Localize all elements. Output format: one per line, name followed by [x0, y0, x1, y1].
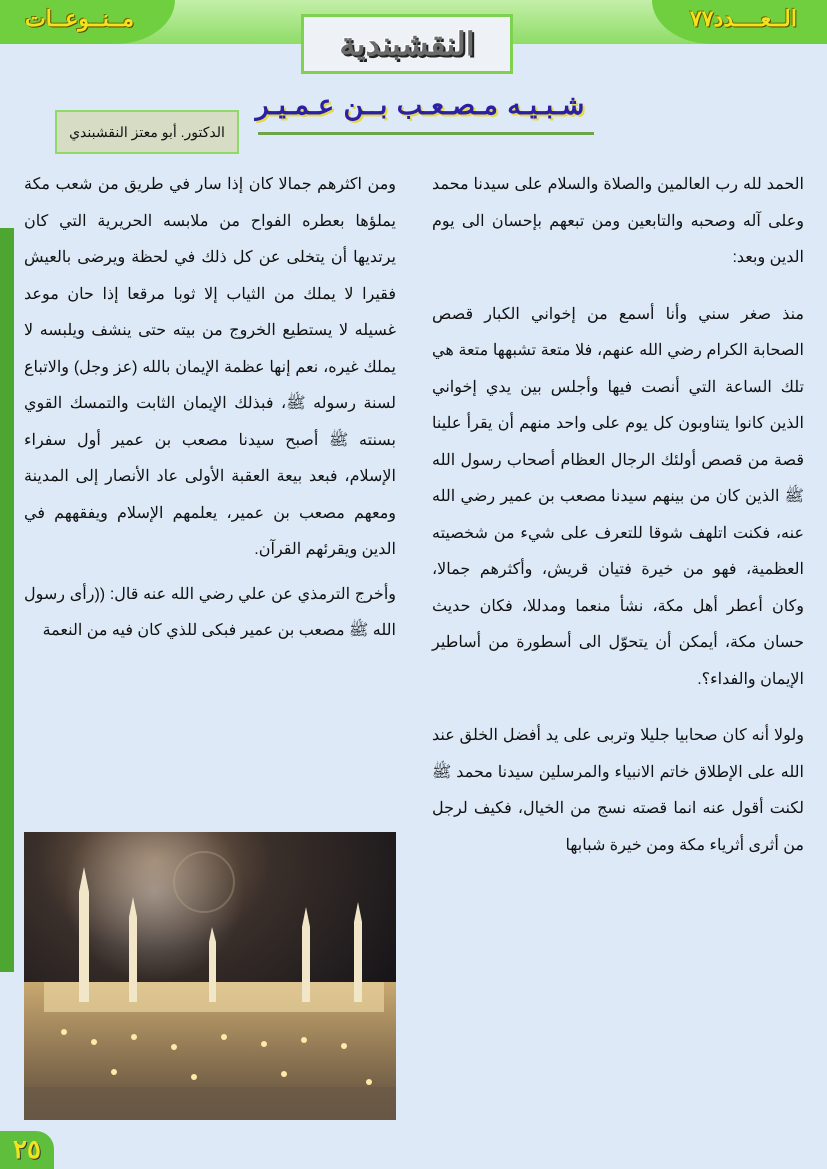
side-accent-bar — [0, 228, 14, 972]
author-box — [55, 110, 239, 154]
mosque-illustration — [24, 832, 396, 1120]
masthead-logo — [301, 14, 513, 74]
paragraph: ولولا أنه كان صحابيا جليلا وتربى على يد أفضل الخلق عند الله على الإطلاق خاتم الانبياء والمرسلين سيدنا محمد ﷺ لكنت أقول عنه انما قصته نسج من الخيال، فكيف لرجل من أثرى أثرياء مكة ومن خيرة شبابها — [432, 727, 804, 854]
paragraph: الحمد لله رب العالمين والصلاة والسلام على سيدنا محمد وعلى آله وصحبه والتابعين ومن تبعهم بإحسان الى يوم الدين وبعد: — [432, 176, 804, 266]
section-tab — [0, 0, 175, 44]
article-title: شـبـيـه مـصـعـب بــن عـمـيـر — [255, 90, 585, 121]
masthead-title: النقشبندية — [339, 25, 475, 63]
article-column-left — [24, 167, 396, 650]
paragraph: وأخرج الترمذي عن علي رضي الله عنه قال: ((رأى رسول الله ﷺ مصعب بن عمير فبكى للذي كان فيه من النعمة — [24, 585, 396, 639]
issue-number: الــعــــدد٧٧ — [689, 6, 797, 32]
issue-tab — [652, 0, 827, 44]
mosque-night-photo — [24, 832, 396, 1120]
section-name: مــنــوعــات — [25, 6, 135, 32]
title-underline — [258, 132, 594, 135]
page-number: ٢٥ — [0, 1131, 54, 1169]
paragraph: ومن اكثرهم جمالا كان إذا سار في طريق من شعب مكة يملؤها بعطره الفواح من ملابسه الحريرية التي كان يرتديها أن يتخلى عن كل ذلك في لحظة ويرضى بالعيش فقيرا لا يملك من الثياب إلا ثوبا مرقعا إذا حان موعد غسيله لا يستطيع الخروج من بيته حتى ينشف ويلبسه لا يملك غيره، نعم إنها عظمة الإيمان بالله (عز وجل) والاتباع لسنة رسوله ﷺ، فبذلك الإيمان الثابت والتمسك القوي بسنته ﷺ أصبح سيدنا مصعب بن عمير أول سفراء الإسلام، فبعد بيعة العقبة الأولى عاد الأنصار إلى المدينة ومعهم مصعب بن عمير، يعلمهم الإسلام ويفقههم في الدين ويقرئهم القرآن. — [24, 176, 396, 558]
author-name: الدكتور. أبو معتز النقشبندي — [69, 123, 225, 140]
paragraph: منذ صغر سني وأنا أسمع من إخواني الكبار قصص الصحابة الكرام رضي الله عنهم، فلا متعة تشبهها متعة هي تلك الساعة التي أنصت فيها وأجلس بين يدي إخواني الذين كانوا يتناوبون كل يوم على واحد منهم أن يقرأ علينا قصة من قصص أولئك الرجال العظام أصحاب رسول الله ﷺ الذين كان من بينهم سيدنا مصعب بن عمير رضي الله عنه، فكنت اتلهف شوقا للتعرف على شيء من شخصيته العظمية، فهو من خيرة فتيان قريش، وأكثرهم جمالا، وكان أعطر أهل مكة، نشأ منعما ومدللا، فكان حديث حسان مكة، أيمكن أن يتحوّل الى أسطورة من أساطير الإيمان والفداء؟. — [432, 305, 804, 688]
article-column-right — [432, 167, 804, 864]
